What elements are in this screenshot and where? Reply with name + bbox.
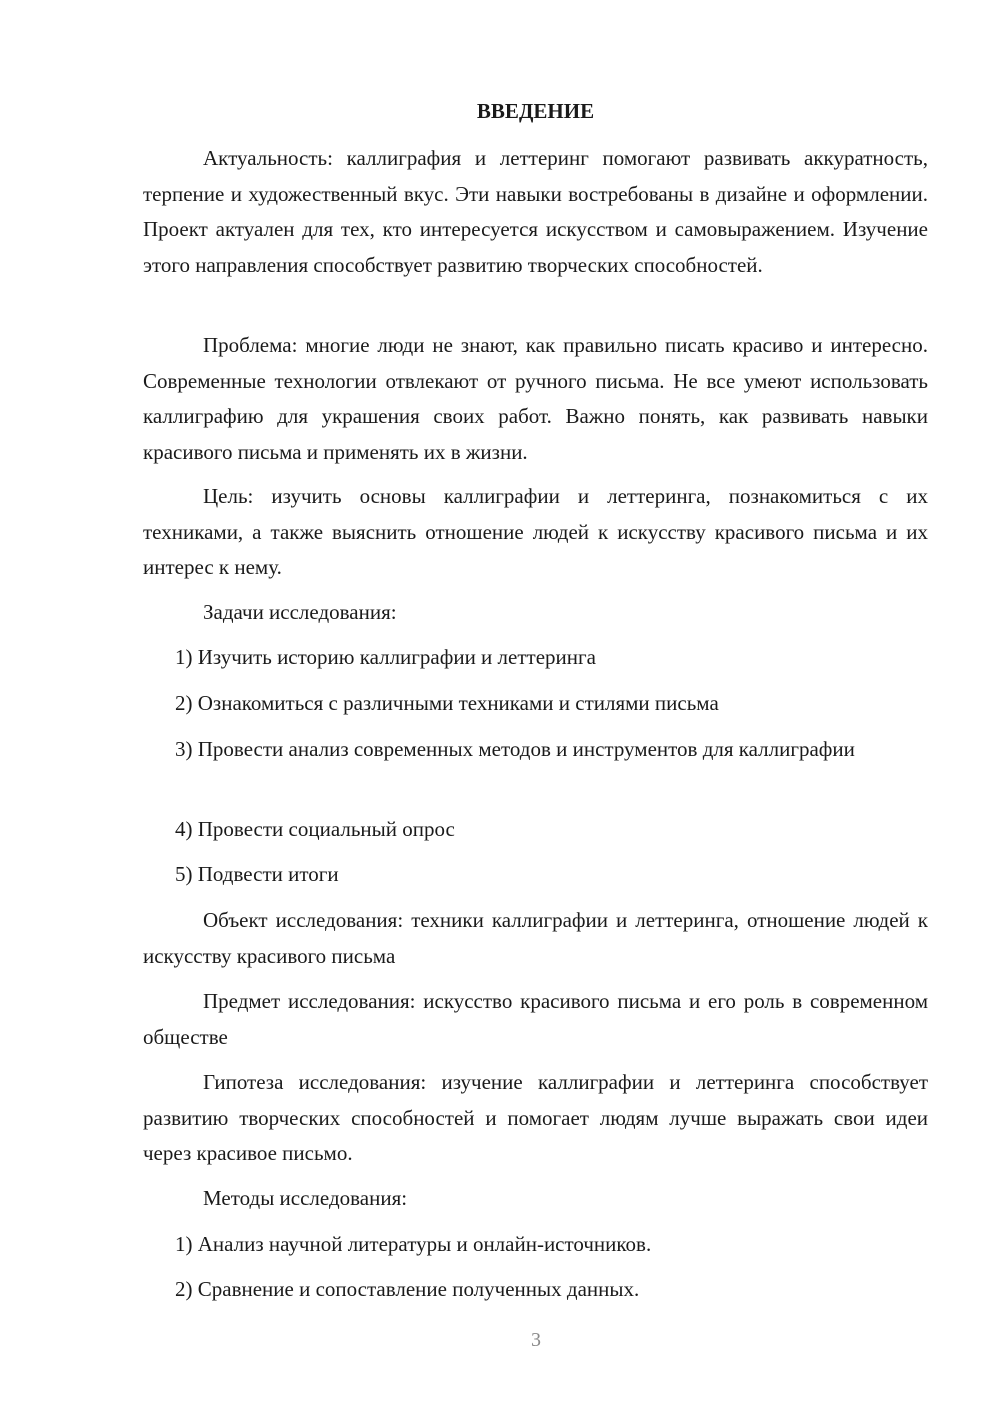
task-item-1: 1) Изучить историю каллиграфии и леттеринга: [175, 645, 596, 669]
relevance-paragraph: Актуальность: каллиграфия и леттеринг помогают развивать аккуратность, терпение и художественный вкус. Эти навыки востребованы в дизайне и оформлении. Проект актуален для тех, кто интересуется искусством и самовыражением. Изучение этого направления способствует развитию творческих способностей.: [143, 146, 928, 277]
page-title: ВВЕДЕНИЕ: [476, 99, 595, 123]
task-item-2: 2) Ознакомиться с различными техниками и стилями письма: [175, 691, 719, 715]
problem-paragraph: Проблема: многие люди не знают, как правильно писать красиво и интересно. Современные технологии отвлекают от ручного письма. Не все умеют использовать каллиграфию для украшения своих работ. Важно понять, как развивать навыки красивого письма и применять их в жизни.: [143, 333, 928, 464]
goal-paragraph: Цель: изучить основы каллиграфии и леттеринга, познакомиться с их техниками, а также выяснить отношение людей к искусству красивого письма и их интерес к нему.: [143, 484, 928, 579]
object-paragraph: Объект исследования: техники каллиграфии и леттеринга, отношение людей к искусству красивого письма: [143, 908, 928, 968]
method-item-1: 1) Анализ научной литературы и онлайн-источников.: [175, 1232, 652, 1256]
method-item-2: 2) Сравнение и сопоставление полученных данных.: [175, 1277, 640, 1301]
task-item-3: 3) Провести анализ современных методов и инструментов для каллиграфии: [175, 737, 855, 761]
subject-paragraph: Предмет исследования: искусство красивого письма и его роль в современном обществе: [143, 989, 928, 1049]
hypothesis-paragraph: Гипотеза исследования: изучение каллиграфии и леттеринга способствует развитию творческих способностей и помогает людям лучше выражать свои идеи через красивое письмо.: [143, 1070, 928, 1165]
tasks-heading: Задачи исследования:: [203, 600, 397, 624]
task-item-5: 5) Подвести итоги: [175, 862, 339, 886]
methods-heading: Методы исследования:: [203, 1186, 408, 1210]
task-item-4: 4) Провести социальный опрос: [175, 817, 455, 841]
page-number: 3: [531, 1329, 541, 1351]
